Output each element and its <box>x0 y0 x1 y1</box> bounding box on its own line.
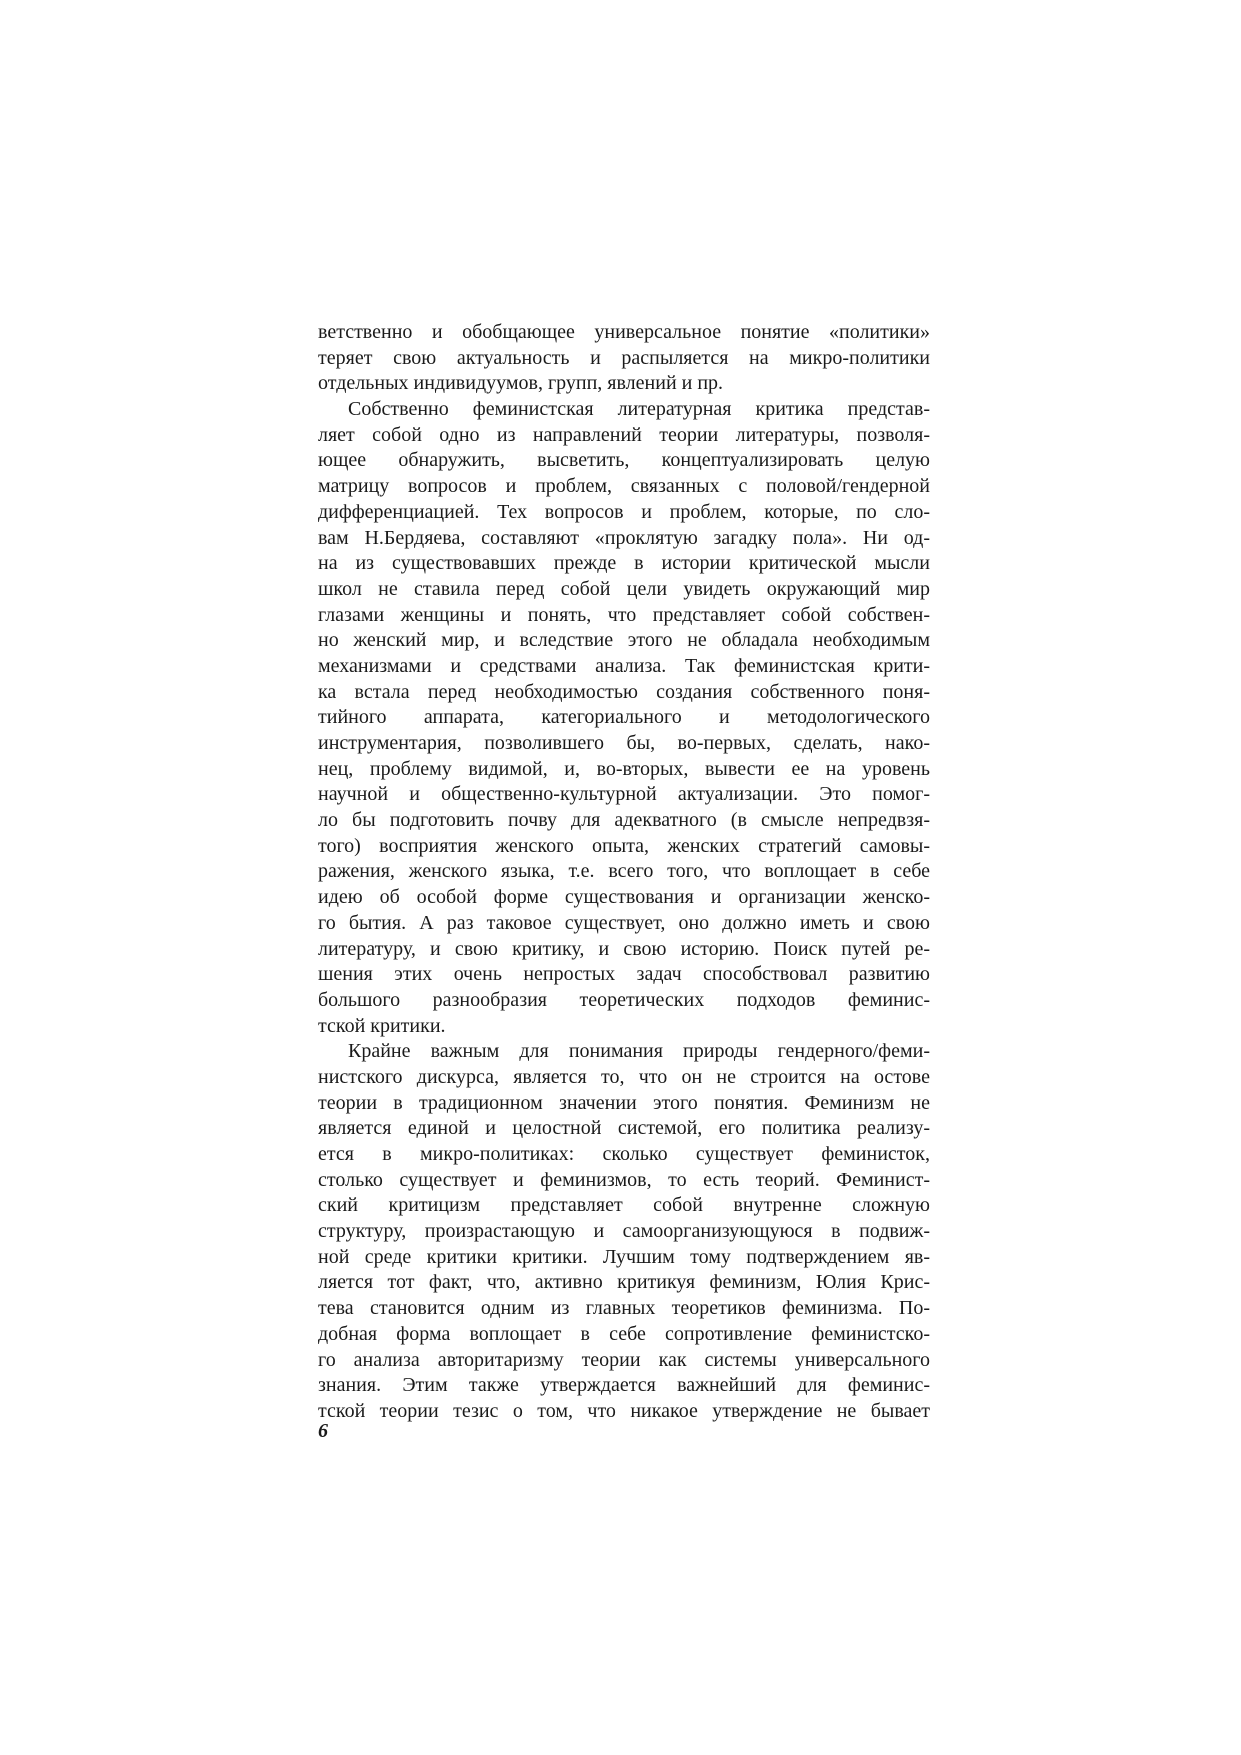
text-line: тской теории тезис о том, что никакое утверждение не бывает <box>318 1399 930 1422</box>
text-line: школ не ставила перед собой цели увидеть окружающий мир <box>318 577 930 600</box>
text-line: является единой и целостной системой, его политика реализу- <box>318 1117 930 1140</box>
text-line: литературу, и свою критику, и свою историю. Поиск путей ре- <box>318 937 930 960</box>
text-line: отдельных индивидуумов, групп, явлений и пр. <box>318 372 724 395</box>
text-line: тева становится одним из главных теоретиков феминизма. По- <box>318 1297 930 1320</box>
text-line: матрицу вопросов и проблем, связанных с половой/гендерной <box>318 475 930 498</box>
text-line: механизмами и средствами анализа. Так феминистская крити- <box>318 654 930 677</box>
text-line: ский критицизм представляет собой внутренне сложную <box>318 1194 930 1217</box>
text-line: ляет собой одно из направлений теории литературы, позволя- <box>318 423 930 446</box>
text-line: ляется тот факт, что, активно критикуя феминизм, Юлия Крис- <box>318 1271 930 1294</box>
text-line: глазами женщины и понять, что представляет собой собствен- <box>318 603 930 626</box>
text-line: ющее обнаружить, высветить, концептуализировать целую <box>318 449 930 472</box>
text-line: Крайне важным для понимания природы гендерного/феми- <box>348 1040 930 1063</box>
paragraph-3 <box>318 1039 930 1424</box>
text-line: Собственно феминистская литературная критика представ- <box>348 398 930 421</box>
text-line: знания. Этим также утверждается важнейший для феминис- <box>318 1374 930 1397</box>
text-line: ной среде критики критики. Лучшим тому подтверждением яв- <box>318 1245 930 1268</box>
text-line: большого разнообразия теоретических подходов феминис- <box>318 988 930 1011</box>
text-line: вам Н.Бердяева, составляют «проклятую загадку пола». Ни од- <box>318 526 930 549</box>
paragraph-2 <box>318 397 930 1039</box>
text-line: шения этих очень непростых задач способствовал развитию <box>318 963 930 986</box>
text-line: добная форма воплощает в себе сопротивление феминистско- <box>318 1322 930 1345</box>
text-line: ветственно и обобщающее универсальное понятие «политики» <box>318 321 930 343</box>
text-line: ка встала перед необходимостью создания собственного поня- <box>318 680 930 703</box>
text-line: дифференциацией. Тех вопросов и проблем, которые, по сло- <box>318 500 930 523</box>
page-number: 6 <box>318 1420 328 1442</box>
text-line: тийного аппарата, категориального и методологического <box>318 706 930 729</box>
text-line: столько существует и феминизмов, то есть теорий. Феминист- <box>318 1168 930 1191</box>
text-line: нистского дискурса, является то, что он не строится на остове <box>318 1065 930 1088</box>
page-body <box>318 320 930 1425</box>
text-line: на из существовавших прежде в истории критической мысли <box>318 552 930 575</box>
text-line: ло бы подготовить почву для адекватного (в смысле непредвзя- <box>318 809 930 832</box>
text-line: тской критики. <box>318 1014 446 1037</box>
text-line: инструментария, позволившего бы, во-первых, сделать, нако- <box>318 732 930 754</box>
text-line: го анализа авторитаризму теории как системы универсального <box>318 1348 930 1371</box>
text-line: структуру, произрастающую и самоорганизующуюся в подвиж- <box>318 1220 930 1243</box>
text-line: нец, проблему видимой, и, во-вторых, вывести ее на уровень <box>318 757 930 780</box>
text-line: ется в микро-политиках: сколько существует феминисток, <box>318 1143 930 1165</box>
text-line: теории в традиционном значении этого понятия. Феминизм не <box>318 1091 930 1114</box>
text-line: ражения, женского языка, т.е. всего того, что воплощает в себе <box>318 860 930 883</box>
text-line: но женский мир, и вследствие этого не обладала необходимым <box>318 629 930 652</box>
paragraph-1 <box>318 320 930 397</box>
text-line: теряет свою актуальность и распыляется на микро-политики <box>318 346 930 369</box>
text-line: го бытия. А раз таковое существует, оно должно иметь и свою <box>318 911 930 934</box>
text-line: идею об особой форме существования и организации женско- <box>318 886 930 909</box>
text-line: научной и общественно-культурной актуализации. Это помог- <box>318 783 930 806</box>
text-line: того) восприятия женского опыта, женских стратегий самовы- <box>318 834 930 857</box>
